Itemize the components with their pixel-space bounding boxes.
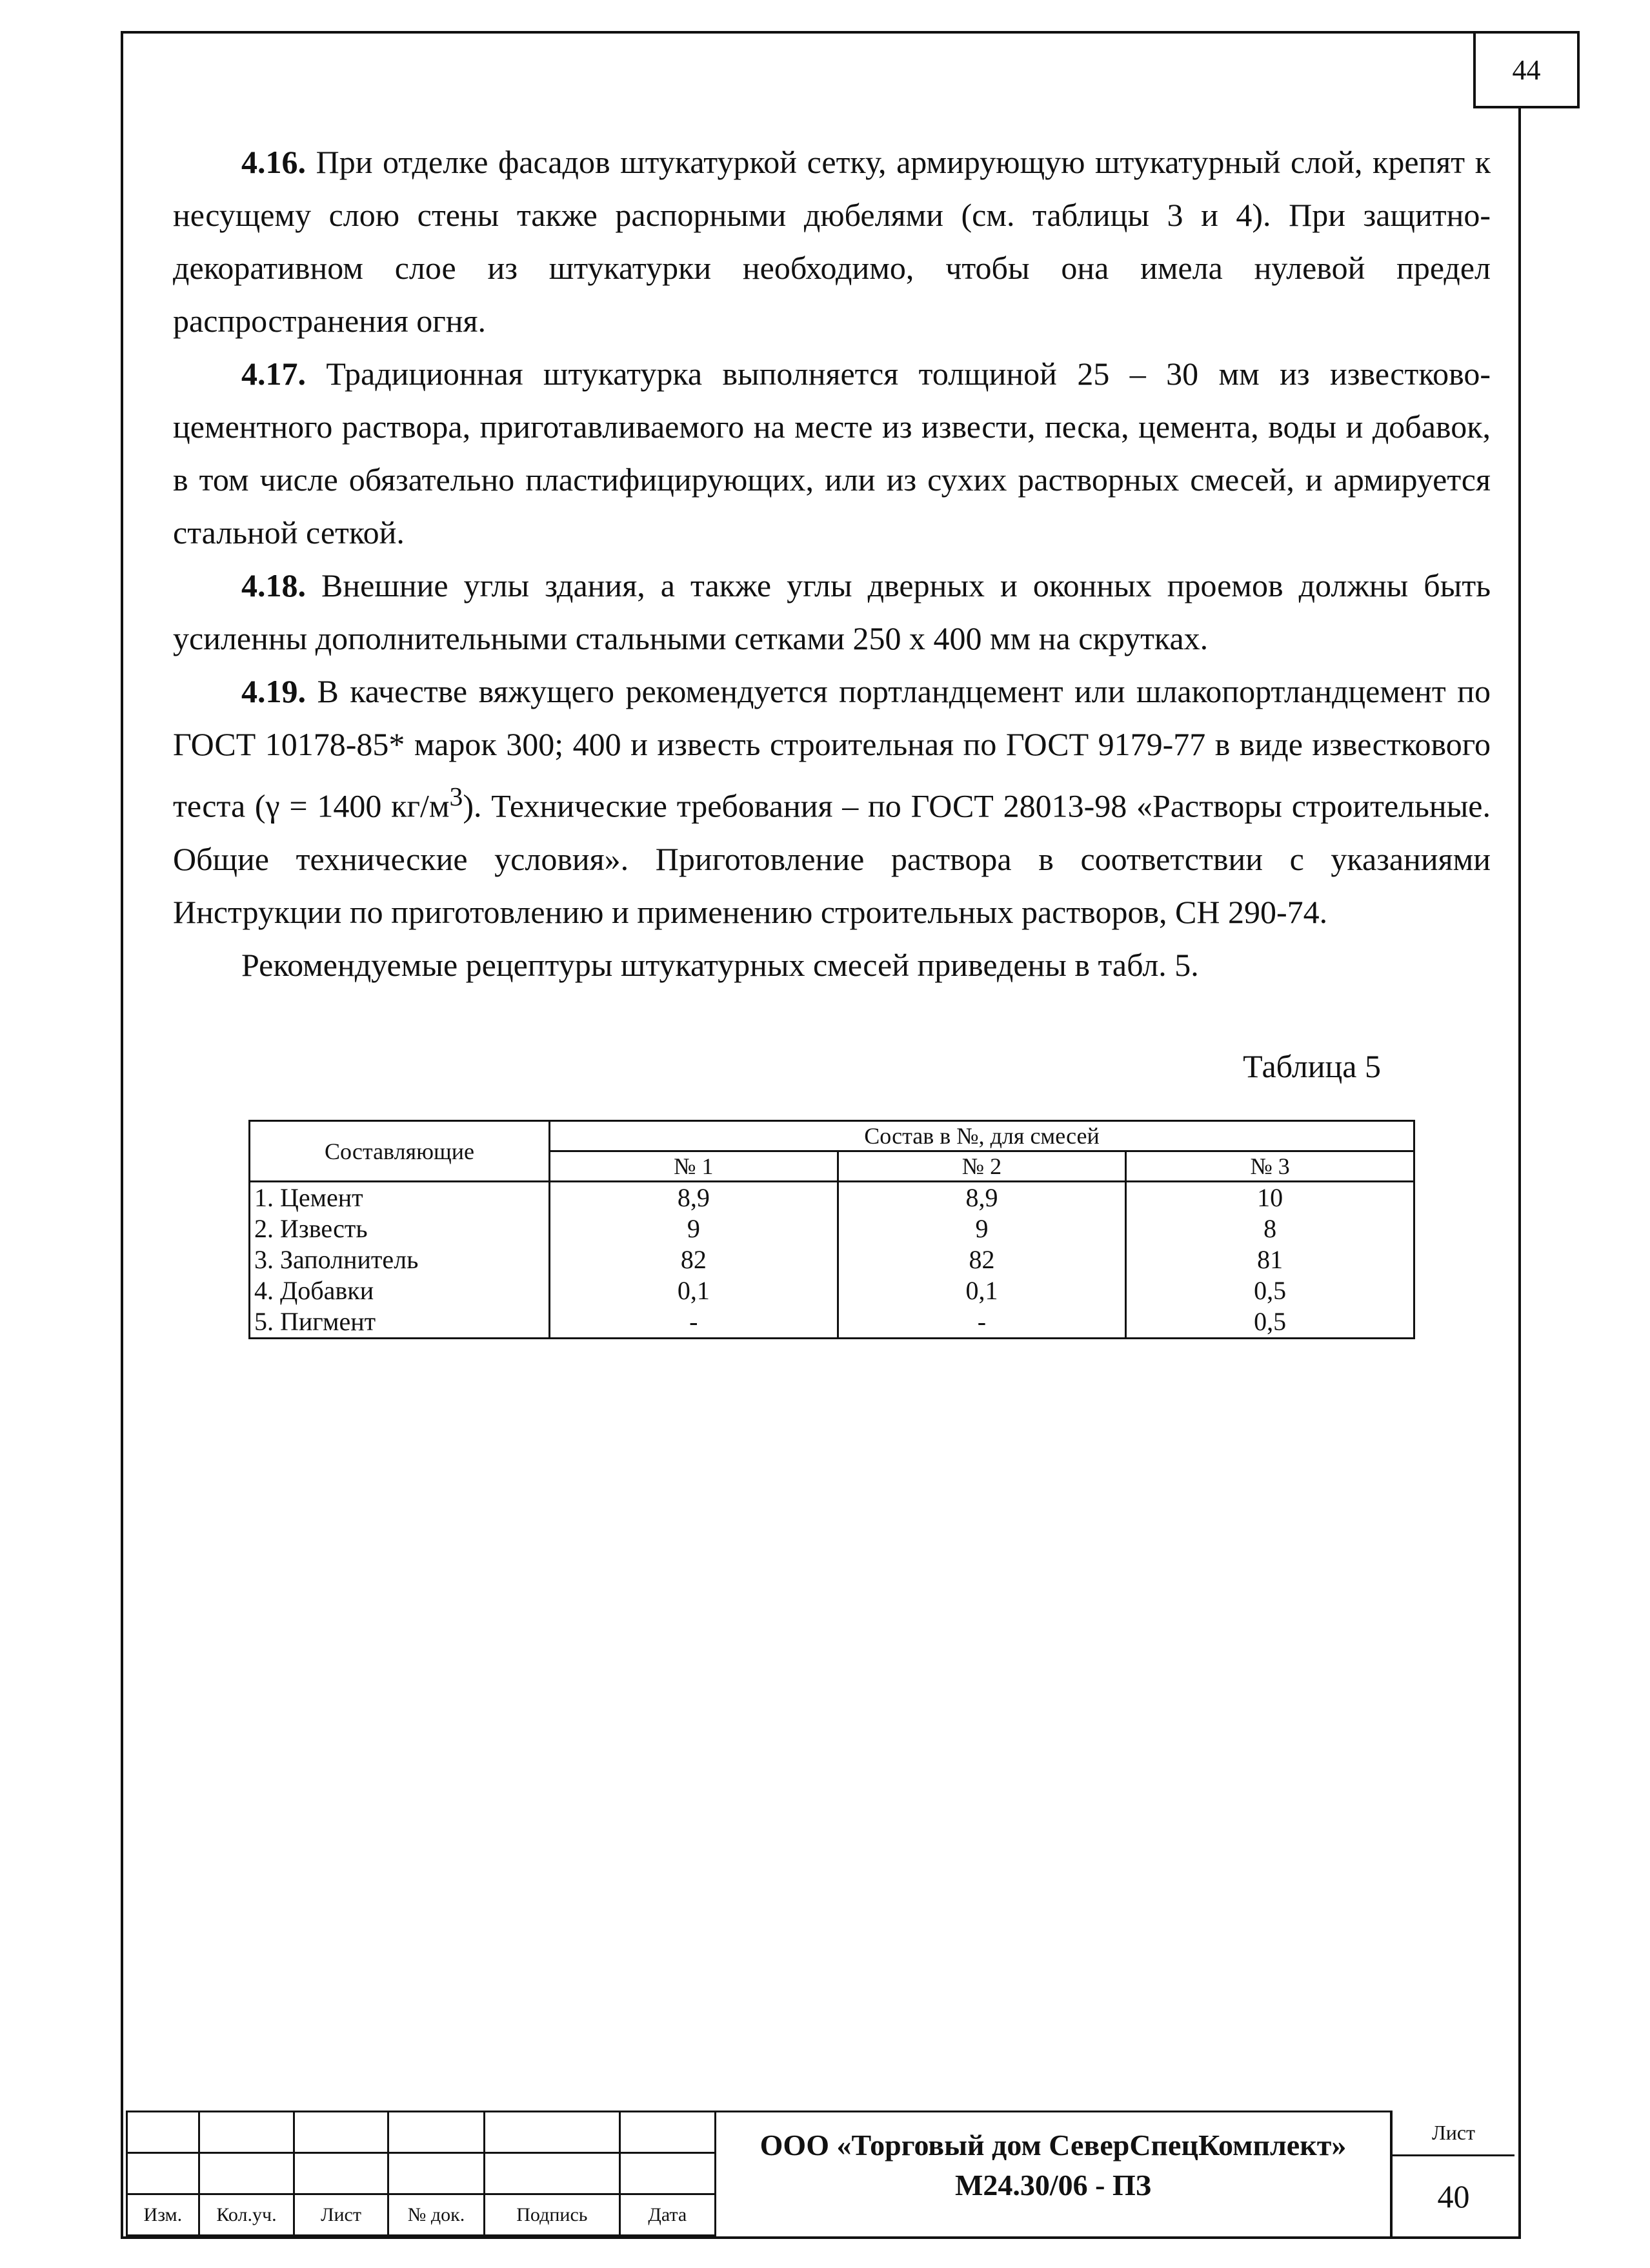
table-col-3: № 3 — [1126, 1151, 1414, 1182]
grid-header-list: Лист — [294, 2194, 388, 2236]
row-label: 1. Цемент — [250, 1182, 550, 1214]
table-col-1: № 1 — [550, 1151, 838, 1182]
cell: 0,5 — [1126, 1306, 1414, 1339]
company-name: ООО «Торговый дом СеверСпецКомплект» — [760, 2129, 1347, 2162]
cell: 81 — [1126, 1244, 1414, 1275]
grid-cell — [619, 2153, 715, 2194]
recipe-table — [248, 1120, 1415, 1339]
cell: - — [550, 1306, 838, 1339]
grid-cell — [294, 2112, 388, 2153]
table-header-label: Составляющие — [250, 1121, 550, 1182]
grid-header-izm: Изм. — [127, 2194, 199, 2236]
cell: 10 — [1126, 1182, 1414, 1214]
page-number: 44 — [1473, 31, 1580, 108]
document-body — [173, 136, 1491, 991]
table-row — [250, 1182, 1414, 1214]
row-label: 4. Добавки — [250, 1275, 550, 1306]
paragraph-4-18: 4.18. Внешние углы здания, а также углы дверных и оконных проемов должны быть усиленны дополнительными стальными сетками 250 х 400 мм на скрутках. — [173, 567, 1491, 656]
grid-cell — [294, 2153, 388, 2194]
grid-cell — [127, 2112, 199, 2153]
stamp-sheet — [1391, 2111, 1514, 2236]
grid-cell — [388, 2153, 484, 2194]
table-row — [250, 1244, 1414, 1275]
table-row — [250, 1275, 1414, 1306]
sheet-label: Лист — [1393, 2111, 1514, 2156]
grid-cell — [485, 2153, 619, 2194]
document-code: М24.30/06 - ПЗ — [954, 2169, 1152, 2202]
grid-header-doc: № док. — [388, 2194, 484, 2236]
cell: 0,1 — [838, 1275, 1126, 1306]
row-label: 2. Известь — [250, 1213, 550, 1244]
grid-cell — [199, 2112, 294, 2153]
paragraph-4-19: 4.19. В качестве вяжущего рекомендуется портландцемент или шлакопортландцемент по ГОСТ 10178-85* марок 300; 400 и известь строительная по ГОСТ 9179-77 в виде известкового теста (γ = 1400 $кг/м^3$). Технические требования – по ГОСТ 28013-98 «Растворы строительные. Общие технические условия». Приготовление раствора в соответствии с указаниями Инструкции по приготовлению и применению строительных растворов, СН 290-74. — [173, 673, 1491, 930]
title-block — [126, 2111, 1517, 2236]
grid-header-koluch: Кол.уч. — [199, 2194, 294, 2236]
table-row — [250, 1213, 1414, 1244]
table-caption: Таблица 5 — [1243, 1048, 1381, 1084]
table-col-2: № 2 — [838, 1151, 1126, 1182]
grid-header-signature: Подпись — [485, 2194, 619, 2236]
grid-cell — [485, 2112, 619, 2153]
cell: 8 — [1126, 1213, 1414, 1244]
paragraph-4-17: 4.17. Традиционная штукатурка выполняется толщиной 25 – 30 мм из известково-цементного раствора, приготавливаемого на месте из извести, песка, цемента, воды и добавок, в том числе обязательно пластифицирующих, или из сухих растворных смесей, и армируется стальной сеткой. — [173, 356, 1491, 551]
row-label: 3. Заполнитель — [250, 1244, 550, 1275]
grid-cell — [127, 2153, 199, 2194]
cell: 82 — [550, 1244, 838, 1275]
grid-header-date: Дата — [619, 2194, 715, 2236]
cell: 8,9 — [838, 1182, 1126, 1214]
cell: 0,1 — [550, 1275, 838, 1306]
grid-cell — [199, 2153, 294, 2194]
revision-grid — [126, 2111, 716, 2236]
cell: 9 — [550, 1213, 838, 1244]
cell: - — [838, 1306, 1126, 1339]
cell: 8,9 — [550, 1182, 838, 1214]
cell: 9 — [838, 1213, 1126, 1244]
cell: 0,5 — [1126, 1275, 1414, 1306]
row-label: 5. Пигмент — [250, 1306, 550, 1339]
table-header-group: Состав в №, для смесей — [550, 1121, 1414, 1151]
grid-cell — [619, 2112, 715, 2153]
table-row — [250, 1306, 1414, 1339]
grid-cell — [388, 2112, 484, 2153]
paragraph-4-16: 4.16. При отделке фасадов штукатуркой сетку, армирующую штукатурный слой, крепят к несущему слою стены также распорными дюбелями (см. таблицы 3 и 4). При защитно-декоративном слое из штукатурки необходимо, чтобы она имела нулевой предел распространения огня. — [173, 144, 1491, 339]
sheet-number: 40 — [1437, 2178, 1470, 2214]
cell: 82 — [838, 1244, 1126, 1275]
stamp-title — [714, 2111, 1392, 2236]
paragraph-table-ref: Рекомендуемые рецептуры штукатурных смесей приведены в табл. 5. — [241, 946, 1199, 983]
